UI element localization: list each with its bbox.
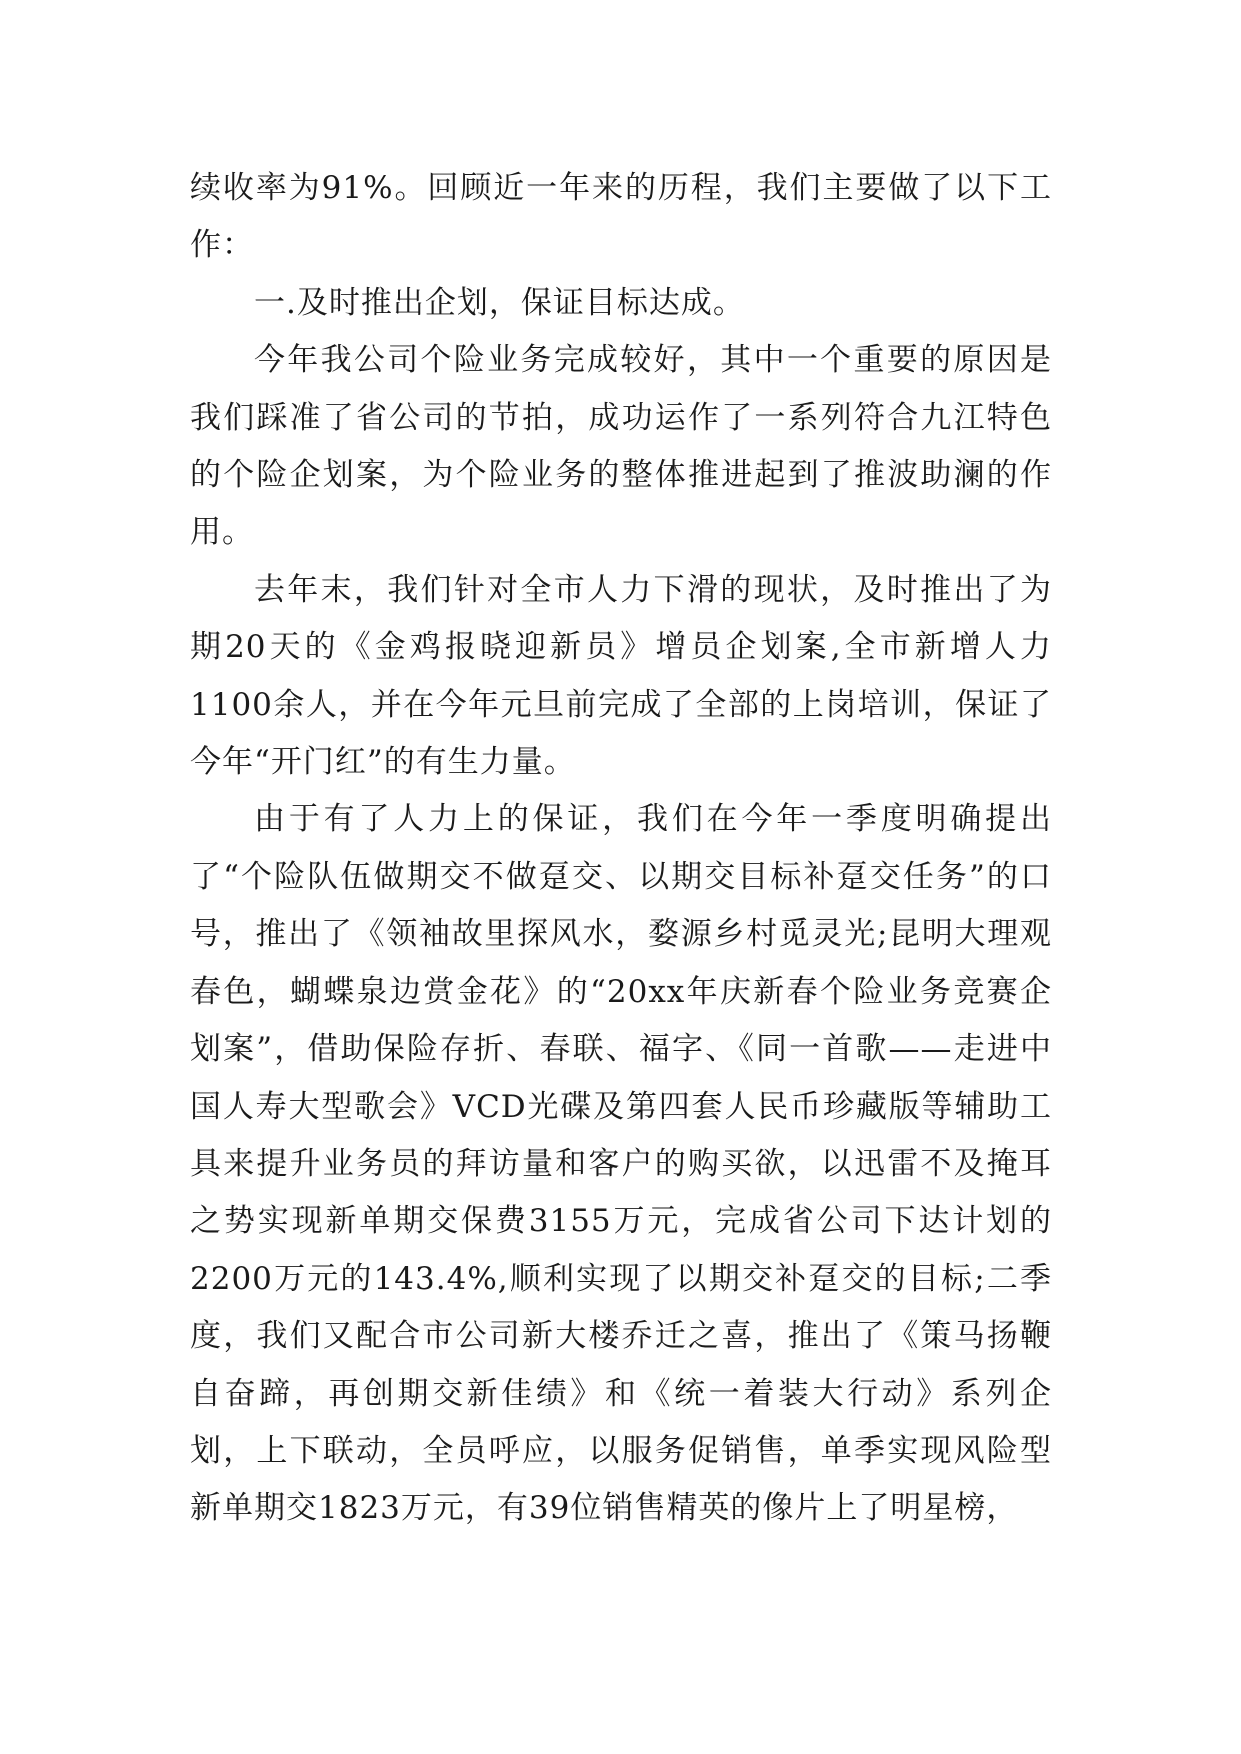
section-heading: 一.及时推出企划，保证目标达成。 [254,284,745,321]
paragraph-intro: 续收率为91%。回顾近一年来的历程，我们主要做了以下工作： [190,170,1052,264]
paragraph-campaign: 由于有了人力上的保证，我们在今年一季度明确提出了“个险队伍做期交不做趸交、以期交目标补趸交任务”的口号，推出了《领袖故里探风水，婺源乡村觅灵光;昆明大理观春色，蝴蝶泉边赏金花》的“20xx年庆新春个险业务竞赛企划案”，借助保险存折、春联、福字、《同一首歌——走进中国人寿大型歌会》VCD光碟及第四套人民币珍藏版等辅助工具来提升业务员的拜访量和客户的购买欲，以迅雷不及掩耳之势实现新单期交保费3155万元，完成省公司下达计划的2200万元的143.4%,顺利实现了以期交补趸交的目标;二季度，我们又配合市公司新大楼乔迁之喜，推出了《策马扬鞭自奋蹄，再创期交新佳绩》和《统一着装大行动》系列企划，上下联动，全员呼应，以服务促销售，单季实现风险型新单期交1823万元，有39位销售精英的像片上了明星榜， [190,801,1052,1527]
paragraph-reason: 今年我公司个险业务完成较好，其中一个重要的原因是我们踩准了省公司的节拍，成功运作了一系列符合九江特色的个险企划案，为个险业务的整体推进起到了推波助澜的作用。 [190,342,1052,551]
paragraph-recruitment: 去年末，我们针对全市人力下滑的现状，及时推出了为期20天的《金鸡报晓迎新员》增员企划案,全市新增人力1100余人，并在今年元旦前完成了全部的上岗培训，保证了今年“开门红”的有生力量。 [190,571,1052,781]
document-body [190,160,1052,1538]
